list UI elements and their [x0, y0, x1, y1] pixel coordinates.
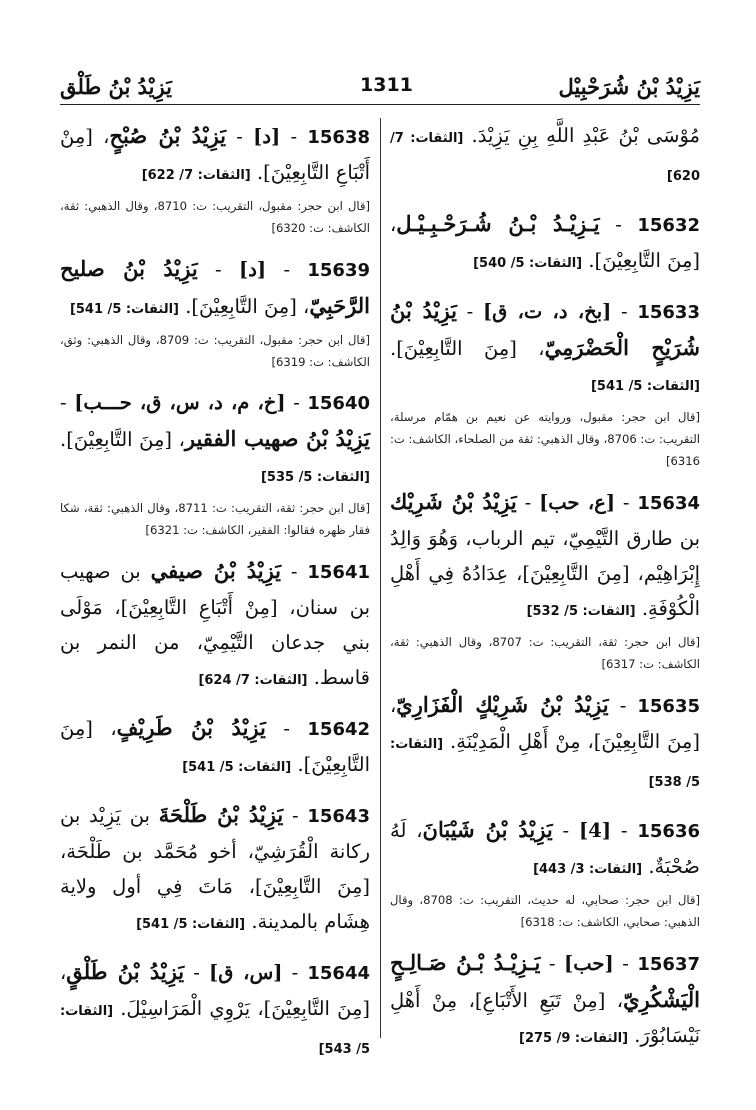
entry-number: 15640: [307, 393, 370, 414]
entry-text: ، [مِنَ التَّابِعِيْنَ].: [390, 213, 700, 272]
entry-thiqat-ref: [الثقات: 5/ 543]: [60, 1004, 370, 1057]
entry-text: ، [مِنَ التَّابِعِيْنَ].: [390, 337, 545, 360]
entry-text: ، [مِنَ التَّابِعِيْنَ]، مِنْ أَهْلِ الْمَدِيْنَةِ.: [390, 694, 700, 753]
entry: [390, 687, 700, 800]
entry-separator-2: -: [552, 819, 580, 842]
entry: [390, 118, 700, 194]
entry-number: 15635: [637, 696, 700, 717]
entry-body: [60, 553, 370, 698]
entry: [60, 385, 370, 541]
entry-number: 15638: [307, 127, 370, 148]
entry-separator: -: [613, 952, 638, 975]
entry-body: [390, 812, 700, 887]
entry: [60, 553, 370, 698]
entry-sigla: [س، ق]: [209, 961, 283, 984]
entry-number: 15632: [637, 215, 700, 236]
entry-text: بن صهيب بن سنان، [مِنْ أَتْبَاعِ التَّابِعِيْنَ]، مَوْلَى بني جدعان التَّيْمِيّ، من النمر بن قاسط.: [60, 560, 370, 689]
entry-body: [390, 118, 700, 194]
entry-number: 15636: [637, 821, 700, 842]
entry-thiqat-ref: [الثقات: 5/ 541]: [69, 302, 179, 317]
entry-number: 15639: [307, 260, 370, 281]
entry-thiqat-ref: [الثقات: 7/ 622]: [141, 168, 251, 183]
entry-body: [60, 118, 370, 193]
entry-text: بن يَزِيْد بن ركانة الْقُرَشِيّ، أخو مُحَمَّد بن طَلْحَة، [مِنَ التَّابِعِيْنَ]، مَاتَ فِي أول ولاية هِشَام بالمدينة.: [60, 804, 370, 933]
entry: [60, 118, 370, 239]
entry-number: 15634: [637, 493, 700, 514]
entry-name: يَزِيْدُ بْنُ صيفي: [150, 558, 282, 583]
entry-thiqat-ref: [الثقات: 7/ 620]: [390, 131, 700, 184]
entry-sigla: [ع، حب]: [539, 491, 616, 514]
entry-name: يَـزِيْـدُ بْـنُ صَـالِـحٍ الْيَشْكُرِيّ: [390, 950, 700, 1012]
entry-note: [قال ابن حجر: مقبول، وروايته عن نعيم بن همّام مرسلة، التقريب: ت: 8706، وقال الذهبي: ثقة من الصلحاء، الكاشف: ت: 6316]: [390, 410, 700, 468]
right-column: [390, 118, 700, 1068]
entry-note: [قال ابن حجر: ثقة، التقريب: ت: 8711، وقال الذهبي: ثقة، شكا فقار ظهره فقالوا: الفقير، الكاشف: ت: 6321]: [60, 501, 370, 537]
page-number: 1311: [360, 74, 413, 96]
entry-body: [60, 385, 370, 495]
left-column: [60, 118, 370, 1079]
entry-thiqat-ref: [الثقات: 5/ 541]: [590, 379, 700, 394]
entry-body: [390, 945, 700, 1056]
entry-thiqat-ref: [الثقات: 5/ 538]: [390, 737, 700, 790]
entry-separator-2: -: [60, 391, 75, 414]
entry-sigla: [بخ، د، ت، ق]: [482, 300, 612, 323]
entry-name: يَزِيْدُ بْنُ طَرِيْفٍ: [116, 715, 266, 740]
entry-thiqat-ref: [الثقات: 5/ 540]: [473, 256, 583, 271]
entry-text: ، [مِنَ التَّابِعِيْنَ].: [185, 295, 310, 318]
entry-text: ، [مِنْ أَتْبَاعِ التَّابِعِيْنَ].: [60, 125, 370, 184]
entry-thiqat-ref: [الثقات: 5/ 541]: [136, 917, 246, 932]
header-left-title: يَزِيْدُ بْنُ طَلْق: [60, 74, 172, 99]
entry-text: ، [مِنَ التَّابِعِيْنَ].: [60, 717, 370, 776]
entry-separator-2: -: [197, 258, 239, 281]
entry: [390, 945, 700, 1056]
entry-name: يَزِيْدُ بْنُ شُرَيْحٍ الْحَضْرَمِيّ: [390, 298, 700, 360]
entry-separator: -: [281, 560, 308, 583]
entry-body: [390, 687, 700, 800]
entry-sigla: [4]: [579, 819, 612, 842]
entry-separator: -: [599, 213, 638, 236]
entry-note: [قال ابن حجر: ثقة، التقريب: ت: 8707، وقال الذهبي: ثقة، الكاشف: ت: 6317]: [390, 635, 701, 671]
entry: [60, 797, 370, 942]
entry-separator-2: -: [226, 125, 254, 148]
entry: [390, 812, 700, 933]
entry-name: يَزِيْدُ بْنُ صليح الرَّحَبِيّ: [60, 256, 370, 318]
entry-separator: -: [282, 961, 308, 984]
column-divider: [380, 118, 381, 1038]
entry-separator: -: [285, 391, 308, 414]
entry-separator-2: -: [456, 300, 483, 323]
entry-name: يَزِيْدُ بْنُ شَيْبَانَ: [422, 817, 553, 842]
entry-body: [60, 710, 370, 785]
entry-separator: -: [283, 804, 308, 827]
entry: [390, 484, 700, 675]
entry-body: [60, 797, 370, 942]
entry-thiqat-ref: [الثقات: 7/ 624]: [198, 673, 308, 688]
entry-thiqat-ref: [الثقات: 5/ 535]: [260, 470, 370, 485]
entry-body: [60, 954, 370, 1067]
entry: [60, 954, 370, 1067]
entry-body: [60, 251, 370, 327]
entry: [390, 206, 700, 281]
entry-number: 15637: [637, 954, 700, 975]
entry-number: 15633: [637, 302, 700, 323]
entry-separator: -: [615, 491, 638, 514]
entry-thiqat-ref: [الثقات: 5/ 541]: [182, 760, 292, 775]
entry-number: 15644: [307, 963, 370, 984]
entry-note: [قال ابن حجر: مقبول، التقريب: ت: 8709، وقال الذهبي: وثق، الكاشف: ت: 6319]: [60, 333, 370, 369]
entry-body: [390, 293, 700, 404]
entry-separator-2: -: [516, 491, 540, 514]
entry-text: ، [مِنَ التَّابِعِيْنَ].: [60, 428, 185, 451]
entry: [60, 710, 370, 785]
entry-sigla: [د]: [238, 258, 267, 281]
entry-sigla: [حب]: [564, 952, 614, 975]
entry-separator: -: [608, 694, 638, 717]
entry-separator: -: [266, 258, 308, 281]
entry-text: ، لَهُ صُحْبَةٌ.: [390, 819, 700, 878]
entry-text: بن طارق التَّيْمِيّ، تيم الرباب، وَهُوَ وَالِدُ إِبْرَاهِيْم، [مِنَ التَّابِعِيْنَ]، عِدَادُهُ فِي أَهْلِ الْكُوْفَةِ.: [390, 527, 700, 620]
entry-name: يَزِيْدُ بْنُ شَرِيْك: [390, 489, 517, 514]
entry-separator: -: [611, 300, 638, 323]
entry-sigla: [خ، م، د، س، ق، حـــب]: [74, 391, 286, 414]
entry-number: 15642: [307, 719, 371, 740]
entry-separator-2: -: [540, 952, 565, 975]
entry-name: يَـزِيْـدُ بْـنُ شُـرَحْـبِـيْـل: [396, 211, 600, 236]
entry-text: ، [مِنَ التَّابِعِيْنَ]، يَرْوِي الْمَرَاسِيْلَ.: [60, 961, 370, 1020]
entry-thiqat-ref: [الثقات: 3/ 443]: [533, 862, 643, 877]
entry-name: يَزِيْدُ بْنُ طَلْقٍ: [66, 959, 185, 984]
entry-sigla: [د]: [253, 125, 281, 148]
entry-name: يَزِيْدُ بْنُ صهيب الفقير: [184, 426, 370, 451]
entry-number: 15641: [307, 562, 370, 583]
entry-body: [390, 206, 700, 281]
entry-note: [قال ابن حجر: صحابي، له حديث، التقريب: ت: 8708، وقال الذهبي: صحابي، الكاشف: ت: 6318]: [390, 893, 700, 929]
entry-separator: -: [280, 125, 308, 148]
entry-separator-2: -: [184, 961, 210, 984]
entry-name: يَزِيْدُ بْنُ شَرِيْكٍ الْفَزَارِيّ: [396, 692, 609, 717]
entry-text: مُوْسَى بْنُ عَبْدِ اللَّهِ بِنِ يَزِيْدَ.: [471, 124, 700, 147]
entry-name: يَزِيْدُ بْنُ صُبْحٍ: [109, 123, 227, 148]
entry: [390, 293, 700, 472]
entry-body: [390, 484, 700, 629]
entry-text: ، [مِنْ تَبَعِ الأَتْبَاعِ]، مِنْ أَهْلِ نَيْسَابُوْرَ.: [390, 989, 700, 1047]
header-right-title: يَزِيْدُ بْنُ شُرَحْبِيْل: [558, 74, 700, 99]
entry-separator: -: [611, 819, 638, 842]
entry-name: يَزِيْدُ بْنُ طَلْحَةَ: [158, 802, 284, 827]
entry-thiqat-ref: [الثقات: 9/ 275]: [518, 1031, 629, 1046]
entry-separator: -: [265, 717, 308, 740]
entry-note: [قال ابن حجر: مقبول، التقريب: ت: 8710، وقال الذهبي: ثقة، الكاشف: ت: 6320]: [60, 199, 370, 235]
entry-number: 15643: [307, 806, 370, 827]
entry-thiqat-ref: [الثقات: 5/ 532]: [526, 604, 636, 619]
entry: [60, 251, 370, 373]
running-header: [60, 72, 700, 105]
